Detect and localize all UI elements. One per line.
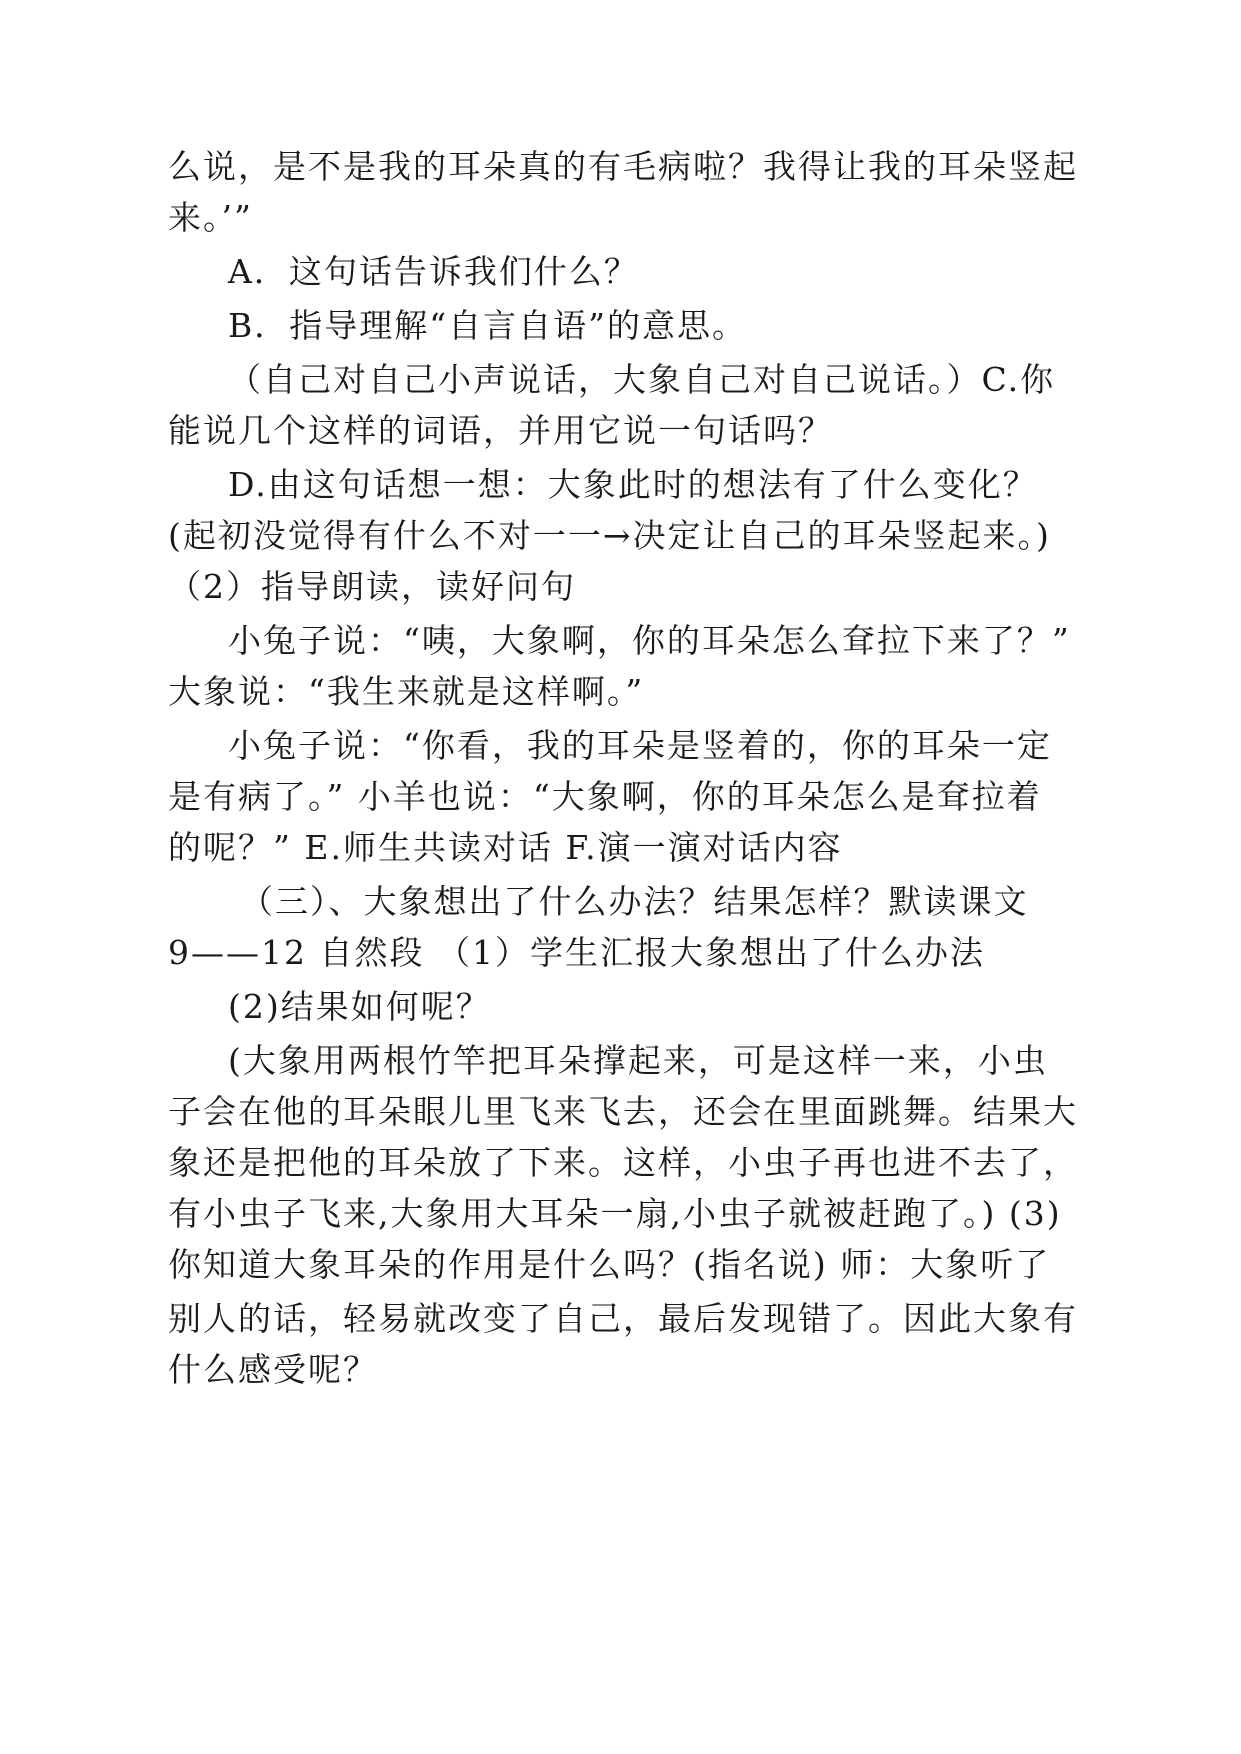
text-line: 大象说：“我生来就是这样啊。” xyxy=(168,672,645,711)
text-line: 别人的话，轻易就改变了自己，最后发现错了。因此大象有 xyxy=(168,1299,1078,1338)
text-line: D.由这句话想一想：大象此时的想法有了什么变化？ xyxy=(228,465,1038,504)
text-line: 是有病了。” 小羊也说：“大象啊，你的耳朵怎么是耷拉着 xyxy=(168,777,1042,816)
text-line: A．这句话告诉我们什么？ xyxy=(228,252,639,291)
text-line: 么说，是不是我的耳朵真的有毛病啦？我得让我的耳朵竖起 xyxy=(168,147,1078,186)
text-line: (2)结果如何呢？ xyxy=(228,987,491,1026)
text-line: （2）指导朗读，读好问句 xyxy=(168,567,576,606)
text-line: 的呢？” E.师生共读对话 F.演一演对话内容 xyxy=(168,828,843,867)
text-line: (起初没觉得有什么不对一一→决定让自己的耳朵竖起来。) xyxy=(168,516,1051,555)
text-line: (大象用两根竹竿把耳朵撑起来，可是这样一来，小虫 xyxy=(228,1041,1048,1080)
text-line: B．指导理解“自言自语”的意思。 xyxy=(228,306,747,345)
text-line: 9——12 自然段 （1）学生汇报大象想出了什么办法 xyxy=(168,933,985,972)
text-line: 子会在他的耳朵眼儿里飞来飞去，还会在里面跳舞。结果大 xyxy=(168,1092,1078,1131)
text-line: 你知道大象耳朵的作用是什么吗？(指名说) 师：大象听了 xyxy=(168,1245,1051,1284)
text-line: 象还是把他的耳朵放了下来。这样，小虫子再也进不去了， xyxy=(168,1143,1078,1182)
text-line: 来。’” xyxy=(168,198,253,237)
text-line: 什么感受呢？ xyxy=(168,1350,378,1389)
text-line: （三）、大象想出了什么办法？结果怎样？默读课文 xyxy=(240,882,1029,921)
text-line: 小兔子说：“咦，大象啊，你的耳朵怎么耷拉下来了？” xyxy=(228,621,1071,660)
text-line: 小兔子说：“你看，我的耳朵是竖着的，你的耳朵一定 xyxy=(228,726,1052,765)
text-line: （自己对自己小声说话，大象自己对自己说话。）C.你 xyxy=(228,360,1056,399)
text-line: 有小虫子飞来,大象用大耳朵一扇,小虫子就被赶跑了。) (3) xyxy=(168,1194,1062,1233)
text-line: 能说几个这样的词语，并用它说一句话吗？ xyxy=(168,411,833,450)
